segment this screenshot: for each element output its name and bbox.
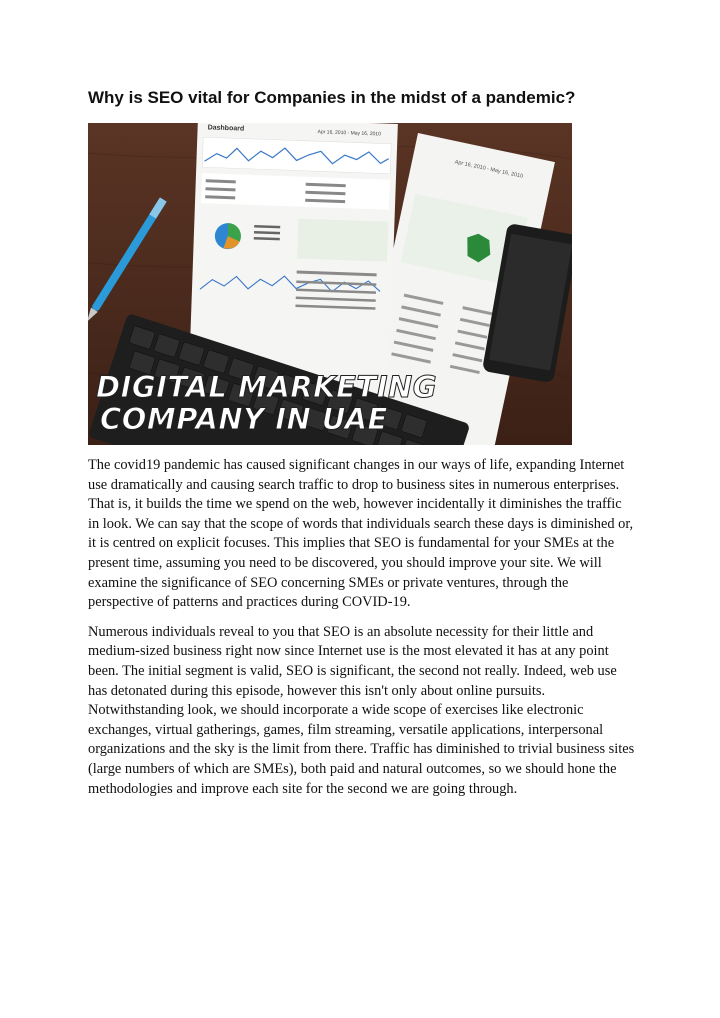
- article-body: [88, 456, 636, 809]
- article-title: Why is SEO vital for Companies in the midst of a pandemic?: [88, 88, 576, 107]
- hero-illustration: [88, 123, 572, 445]
- paragraph-2: Numerous individuals reveal to you that SEO is an absolute necessity for their little and medium-sized business right now since Internet use is the most elevated it has at any point been. The initial segment is valid, SEO is significant, the second not really. Indeed, web use has detonated during this episode, however this isn't only about online pursuits. Notwithstanding look, we should incorporate a wide scope of exercises like electronic exchanges, virtual gatherings, games, film streaming, versatile applications, interpersonal organizations and the sky is the limit from there. Traffic has diminished to trivial business sites (large numbers of which are SMEs), both paid and natural outcomes, so we should hone the methodologies and improve each site for the second we are going through.: [88, 623, 635, 797]
- pen: [88, 197, 167, 323]
- paragraph-1: The covid19 pandemic has caused significant changes in our ways of life, expanding Internet use dramatically and causing search traffic to drop to business sites in numerous enterprises. That is, it builds the time we spend on the web, however incidentally it diminishes the traffic in look. We can say that the scope of words that individuals search these days is diminished or, it is centred on explicit focuses. This implies that SEO is fundamental for your SMEs at the present time, assuming you need to be discovered, you should improve your site. We will examine the significance of SEO concerning SMEs or private ventures, through the perspective of patterns and practices during COVID-19.: [88, 457, 634, 611]
- overlay-line-1: DIGITAL MARKETING: [96, 370, 438, 404]
- overlay-caption: [96, 370, 437, 436]
- dashboard-dates: Apr 16, 2010 - May 16, 2010: [317, 129, 381, 138]
- second-report-dates: Apr 16, 2010 - May 16, 2010: [454, 159, 524, 180]
- dashboard-heading: Dashboard: [207, 124, 245, 133]
- overlay-line-2: COMPANY IN UAE: [100, 402, 388, 436]
- hero-image: [88, 123, 572, 445]
